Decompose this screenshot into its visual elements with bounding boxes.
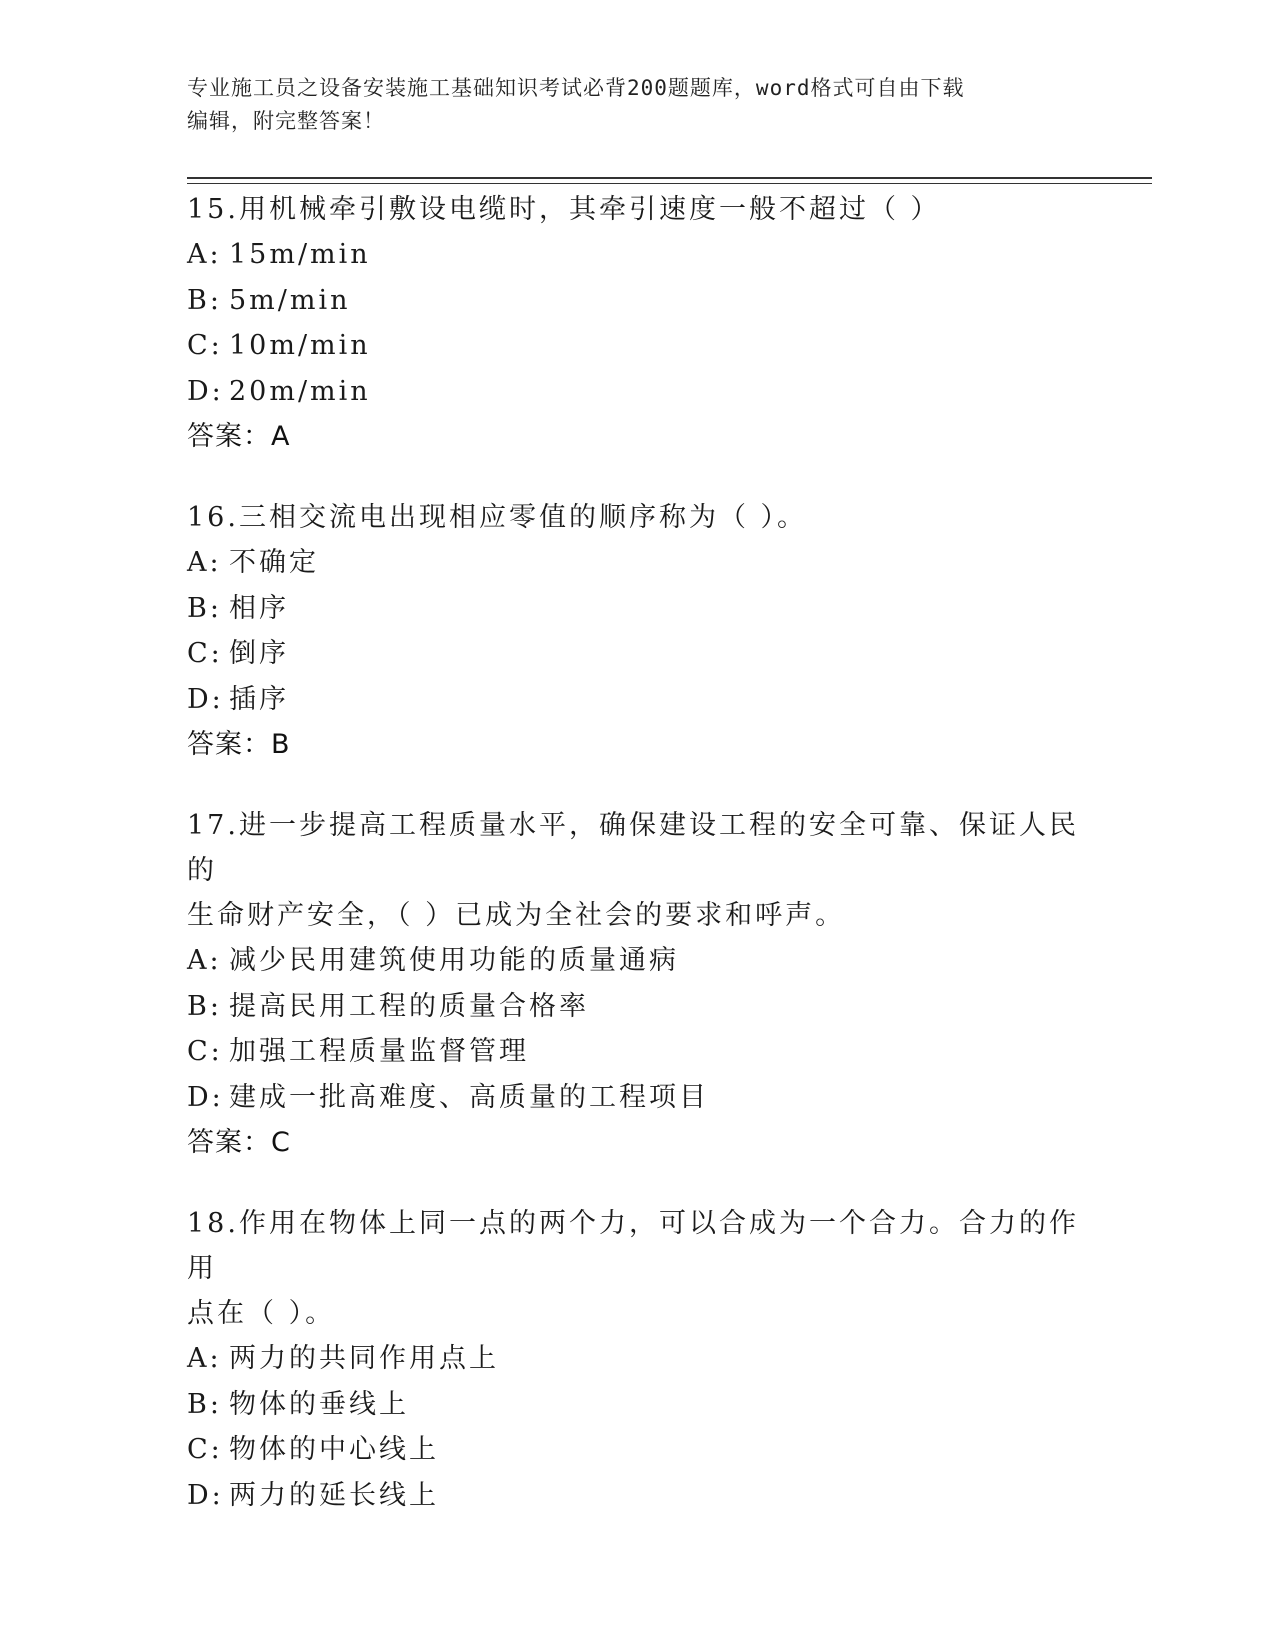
option-text: 15m/min	[229, 239, 371, 270]
answer-label: 答案：B	[187, 729, 291, 760]
question-17	[187, 803, 1087, 1165]
option-key: B:	[187, 284, 222, 316]
question-18	[187, 1201, 1087, 1518]
option-text: 加强工程质量监督管理	[229, 1036, 529, 1067]
option-d	[187, 1473, 1087, 1519]
option-a	[187, 1336, 1087, 1382]
option-text: 不确定	[229, 547, 319, 578]
option-d	[187, 1075, 1087, 1121]
option-text: 10m/min	[229, 330, 371, 361]
option-text: 插序	[229, 683, 289, 715]
option-a	[187, 938, 1087, 984]
question-stem: 16.三相交流电出现相应零值的顺序称为（ ）。	[187, 502, 808, 533]
answer-label: 答案：C	[187, 1127, 291, 1158]
option-text: 相序	[229, 592, 289, 624]
question-stem-continued: 生命财产安全，（ ）已成为全社会的要求和呼声。	[187, 900, 846, 931]
option-text: 物体的垂线上	[229, 1388, 409, 1420]
option-key: A:	[187, 945, 222, 976]
option-d	[187, 677, 1087, 723]
option-text: 5m/min	[229, 284, 351, 316]
option-text: 倒序	[229, 638, 289, 669]
option-key: C:	[187, 1434, 223, 1465]
option-text: 两力的共同作用点上	[229, 1343, 499, 1374]
option-key: A:	[187, 239, 222, 270]
question-stem: 18.作用在物体上同一点的两个力，可以合成为一个合力。合力的作用	[187, 1208, 1079, 1284]
option-key: D:	[187, 375, 224, 407]
question-stem-continued: 点在（ ）。	[187, 1298, 336, 1329]
question-15	[187, 187, 1087, 459]
option-b	[187, 278, 1087, 324]
answer-label: 答案：A	[187, 421, 291, 452]
option-key: A:	[187, 1343, 222, 1374]
header-line-1: 专业施工员之设备安装施工基础知识考试必背200题题库，word格式可自由下载	[187, 76, 965, 100]
option-key: B:	[187, 990, 222, 1022]
header-line-2: 编辑，附完整答案！	[187, 109, 385, 133]
option-b	[187, 586, 1087, 632]
header-divider-thin	[187, 183, 1152, 184]
option-c	[187, 631, 1087, 677]
option-text: 提高民用工程的质量合格率	[229, 990, 589, 1022]
header-divider-thick	[187, 177, 1152, 179]
option-key: C:	[187, 1036, 223, 1067]
document-header	[187, 72, 1087, 138]
option-key: D:	[187, 1479, 224, 1511]
option-a	[187, 540, 1087, 586]
option-text: 物体的中心线上	[229, 1434, 439, 1465]
option-key: B:	[187, 1388, 222, 1420]
option-b	[187, 1382, 1087, 1428]
option-c	[187, 323, 1087, 369]
option-b	[187, 984, 1087, 1030]
question-stem: 17.进一步提高工程质量水平，确保建设工程的安全可靠、保证人民的	[187, 810, 1079, 886]
option-key: D:	[187, 683, 224, 715]
option-key: D:	[187, 1081, 224, 1113]
option-text: 建成一批高难度、高质量的工程项目	[229, 1081, 709, 1113]
question-stem: 15.用机械牵引敷设电缆时，其牵引速度一般不超过（ ）	[187, 194, 941, 225]
option-text: 减少民用建筑使用功能的质量通病	[229, 945, 679, 976]
option-key: B:	[187, 592, 222, 624]
option-a	[187, 232, 1087, 278]
option-text: 20m/min	[229, 375, 371, 407]
option-c	[187, 1427, 1087, 1473]
question-list	[187, 187, 1087, 1554]
option-d	[187, 369, 1087, 415]
option-text: 两力的延长线上	[229, 1479, 439, 1511]
question-16	[187, 495, 1087, 767]
option-key: C:	[187, 638, 223, 669]
option-c	[187, 1029, 1087, 1075]
option-key: A:	[187, 547, 222, 578]
option-key: C:	[187, 330, 223, 361]
